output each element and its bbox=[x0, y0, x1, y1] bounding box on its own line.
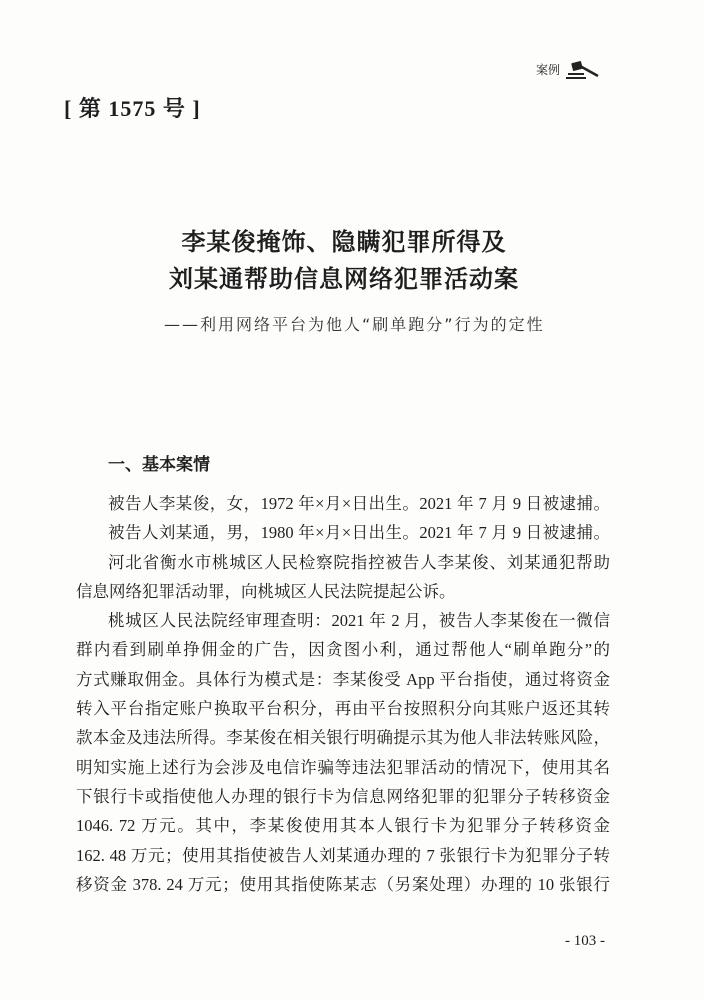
text-line: 移资金 378. 24 万元；使用其指使陈某志（另案处理）办理的 10 张银行 bbox=[76, 874, 610, 894]
text-line: 桃城区人民法院经审理查明：2021 年 2 月，被告人李某俊在一微信 bbox=[108, 611, 610, 631]
section-label: 案例 bbox=[536, 62, 561, 77]
text-line: 群内看到刷单挣佣金的广告，因贪图小利，通过帮他人“刷单跑分”的 bbox=[76, 640, 610, 660]
subtitle: ——利用网络平台为他人“刷单跑分”行为的定性 bbox=[164, 315, 545, 334]
text-line: 被告人刘某通，男，1980 年×月×日出生。2021 年 7 月 9 日被逮捕。 bbox=[108, 523, 610, 543]
text-line: 方式赚取佣金。具体行为模式是：李某俊受 App 平台指使，通过将资金 bbox=[76, 669, 610, 689]
text-line: 转入平台指定账户换取平台积分，再由平台按照积分向其账户返还其转 bbox=[76, 699, 610, 719]
text-line: 河北省衡水市桃城区人民检察院指控被告人李某俊、刘某通犯帮助 bbox=[108, 552, 610, 572]
text-line: 明知实施上述行为会涉及电信诈骗等违法犯罪活动的情况下，使用其名 bbox=[76, 757, 610, 777]
text-line: 被告人李某俊，女，1972 年×月×日出生。2021 年 7 月 9 日被逮捕。 bbox=[108, 494, 610, 513]
running-header bbox=[536, 58, 602, 80]
case-number: [ 第 1575 号 ] bbox=[64, 96, 201, 121]
title-line-2: 刘某通帮助信息网络犯罪活动案 bbox=[169, 264, 519, 293]
text-line: 162. 48 万元；使用其指使被告人刘某通办理的 7 张银行卡为犯罪分子转 bbox=[76, 845, 610, 865]
text-line: 1046. 72 万元。其中，李某俊使用其本人银行卡为犯罪分子转移资金 bbox=[76, 816, 610, 836]
text-line: 款本金及违法所得。李某俊在相关银行明确提示其为他人非法转账风险， bbox=[76, 728, 610, 748]
body-text bbox=[76, 489, 610, 899]
text-line: 信息网络犯罪活动罪，向桃城区人民法院提起公诉。 bbox=[76, 581, 456, 601]
page-number: - 103 - bbox=[565, 933, 605, 949]
section-heading: 一、基本案情 bbox=[108, 455, 210, 475]
text-line: 下银行卡或指使他人办理的银行卡为信息网络犯罪的犯罪分子转移资金 bbox=[76, 786, 610, 806]
gavel-icon bbox=[564, 58, 602, 80]
title-line-1: 李某俊掩饰、隐瞒犯罪所得及 bbox=[181, 227, 507, 256]
